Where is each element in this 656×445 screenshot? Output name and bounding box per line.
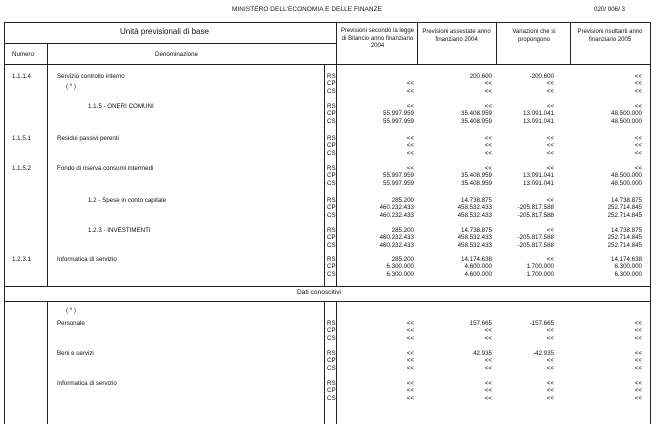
row-type: CP [327,80,336,88]
row-type: CS [327,117,336,125]
row-value-c2: << [484,357,492,365]
row-value-c4: 48.500.000 [611,172,642,180]
row-type: RS [327,135,336,142]
row-value-c4: << [634,394,642,402]
row-value-c4: 252.714.845 [607,211,642,219]
row-value-c2: << [484,103,492,110]
row-value-c3: << [546,256,554,263]
denominazione-header: Denominazione [155,51,198,58]
row-value-c3: -205.817.588 [517,241,554,249]
row-value-c2: << [484,142,492,150]
row-type: CS [327,364,336,372]
row-type: CS [327,179,336,187]
row-value-c3: << [546,327,554,335]
row-type: CS [327,334,336,342]
row-value-c3: << [546,387,554,395]
row-value-c1: 460.232.433 [379,241,414,249]
row-value-c4: << [634,165,642,172]
row-value-c4: << [634,320,642,327]
row-value-c3: << [546,334,554,342]
row-type: CP [327,110,336,118]
row-value-c4: 48.500.000 [611,110,642,118]
row-value-c3: << [546,394,554,402]
row-value-c2: 458.532.433 [457,234,492,242]
row-value-c1: 460.232.433 [379,234,414,242]
row-value-c3: 13.091.041 [523,172,554,180]
row-value-c2: << [484,165,492,172]
numero-header: Numero [12,51,35,58]
row-value-c4: 48.500.000 [611,179,642,187]
row-type: CS [327,211,336,219]
row-value-c1: << [406,165,414,172]
row-type: RS [327,227,336,234]
row-name: Beni e servizi [57,350,94,357]
row-value-c4: 14.738.875 [611,227,642,234]
row-value-c1: << [406,387,414,395]
row-value-c4: 14.738.875 [611,197,642,204]
row-value-c1: << [406,80,414,88]
row-type: CS [327,87,336,95]
row-type: RS [327,165,336,172]
row-value-c1: << [406,357,414,365]
row-type: CP [327,387,336,395]
row-value-c4: << [634,135,642,142]
row-value-c1: 55.997.959 [383,179,414,187]
row-type: CS [327,241,336,249]
row-value-c3: 13.091.041 [523,179,554,187]
row-value-c1: << [406,320,414,327]
row-value-c3: -205.817.588 [517,234,554,242]
row-value-c4: 252.714.845 [607,234,642,242]
row-value-c2: << [484,380,492,387]
col1-header: Previsioni secondo la legge di Bilancio anno finanziario 2004 [340,28,415,49]
row-value-c2: << [484,149,492,157]
row-value-c1: << [406,327,414,335]
row-value-c1: << [406,103,414,110]
row-value-c2: 200.600 [469,73,492,80]
row-type: RS [327,350,336,357]
row-type: RS [327,197,336,204]
row-type: CP [327,263,336,271]
row-value-c2: 4.600.000 [464,263,492,271]
ministry-title: MINISTERO DELL'ECONOMIA E DELLE FINANZE [232,6,383,13]
row-name: Informatica di servizio [57,380,117,387]
row-value-c2: 35.408.959 [461,179,492,187]
row-number: 1.1.5.1 [12,135,31,142]
row-value-c4: 252.714.845 [607,241,642,249]
col4-header: Previsioni risultanti anno finanziario 2005 [577,29,643,43]
row-value-c4: << [634,364,642,372]
row-value-c3: << [546,380,554,387]
row-type: RS [327,103,336,110]
row-name: Informatica di servizio [57,256,117,263]
col2-header: Previsioni assestate anno finanziario 2004 [422,29,491,43]
row-value-c3: << [546,103,554,110]
info-note: ( * ) [66,307,76,314]
row-value-c1: 55.997.959 [383,110,414,118]
row-value-c1: << [406,394,414,402]
row-value-c2: << [484,364,492,372]
row-value-c3: << [546,142,554,150]
row-type: CP [327,357,336,365]
unita-header: Unità previsionali di base [120,27,209,36]
row-value-c4: << [634,334,642,342]
row-value-c2: << [484,394,492,402]
section-title: Dati conoscitivi [297,289,341,296]
row-value-c1: << [406,87,414,95]
row-name: Personale [57,320,85,327]
row-value-c3: 1.700.000 [526,270,554,278]
row-type: CP [327,172,336,180]
row-value-c4: 14.174.638 [611,256,642,263]
row-name: 1.1.5 - ONERI COMUNI [88,103,154,110]
row-value-c2: << [484,387,492,395]
row-value-c1: 285.200 [391,197,414,204]
row-value-c2: 14.174.638 [461,256,492,263]
row-value-c2: << [484,135,492,142]
row-value-c3: 1.700.000 [526,263,554,271]
row-value-c1: << [406,149,414,157]
row-value-c2: << [484,80,492,88]
row-value-c2: 14.738.875 [461,197,492,204]
row-value-c1: 6.300.000 [386,263,414,271]
row-number: 1.2.3.1 [12,256,31,263]
row-value-c3: << [546,364,554,372]
row-value-c4: << [634,327,642,335]
row-value-c4: << [634,387,642,395]
row-value-c2: 458.532.433 [457,241,492,249]
row-value-c3: -42.935 [533,350,554,357]
row-value-c3: << [546,197,554,204]
row-value-c3: << [546,149,554,157]
row-type: CP [327,327,336,335]
row-type: CS [327,394,336,402]
row-value-c2: 458.532.433 [457,204,492,212]
row-value-c3: << [546,135,554,142]
row-value-c1: 285.200 [391,256,414,263]
row-value-c1: 285.200 [391,227,414,234]
row-value-c4: 6.300.000 [614,263,642,271]
row-value-c2: 35.408.959 [461,117,492,125]
row-value-c1: 55.997.959 [383,117,414,125]
row-value-c4: << [634,87,642,95]
row-name: 1.2 - Spese in conto capitale [88,197,167,204]
row-type: RS [327,320,336,327]
row-value-c3: -200.600 [529,73,554,80]
row-value-c1: << [406,334,414,342]
row-value-c4: << [634,357,642,365]
row-value-c4: << [634,73,642,80]
row-value-c4: << [634,380,642,387]
row-value-c3: -157.665 [529,320,554,327]
row-number: 1.1.1.4 [12,73,31,80]
row-value-c2: << [484,87,492,95]
row-value-c3: -205.817.588 [517,211,554,219]
row-value-c4: << [634,103,642,110]
col3-header: Variazioni che si propongono [512,29,556,43]
row-value-c3: 13.091.041 [523,110,554,118]
row-value-c3: << [546,165,554,172]
row-type: RS [327,73,336,80]
row-value-c4: << [634,350,642,357]
row-value-c1: << [406,350,414,357]
row-value-c3: 13.091.041 [523,117,554,125]
row-type: CP [327,204,336,212]
row-value-c4: 6.300.000 [614,270,642,278]
row-value-c2: 35.408.959 [461,110,492,118]
row-value-c4: 48.500.000 [611,117,642,125]
row-value-c1: << [406,142,414,150]
row-value-c1: 6.300.000 [386,270,414,278]
page-code: 020/ 006/ 3 [594,6,625,13]
row-value-c2: << [484,327,492,335]
row-value-c2: 14.738.875 [461,227,492,234]
row-value-c2: 4.600.000 [464,270,492,278]
row-value-c4: << [634,142,642,150]
row-value-c4: << [634,149,642,157]
row-type: RS [327,256,336,263]
row-value-c2: 157.665 [469,320,492,327]
row-note: ( * ) [66,83,76,90]
row-type: CS [327,149,336,157]
row-name: 1.2.3 - INVESTIMENTI [88,227,151,234]
row-value-c1: << [406,364,414,372]
row-value-c3: << [546,357,554,365]
row-value-c4: << [634,80,642,88]
row-type: CP [327,142,336,150]
row-value-c3: -205.817.588 [517,204,554,212]
row-value-c1: << [406,380,414,387]
row-value-c1: << [406,135,414,142]
row-value-c1: 460.232.433 [379,204,414,212]
row-value-c2: << [484,334,492,342]
row-type: CS [327,270,336,278]
row-value-c4: 252.714.845 [607,204,642,212]
row-value-c3: << [546,227,554,234]
row-value-c2: 458.532.433 [457,211,492,219]
row-type: RS [327,380,336,387]
row-value-c1: 55.997.959 [383,172,414,180]
row-value-c3: << [546,87,554,95]
row-value-c2: 35.408.959 [461,172,492,180]
row-name: Fondo di riserva consumi intermedi [57,165,154,172]
row-value-c1: 460.232.433 [379,211,414,219]
row-value-c2: 42.935 [473,350,492,357]
row-value-c3: << [546,80,554,88]
row-name: Residui passivi perenti [57,135,119,142]
row-name: Servizio controllo interno [57,73,125,80]
row-type: CP [327,234,336,242]
row-number: 1.1.5.2 [12,165,31,172]
